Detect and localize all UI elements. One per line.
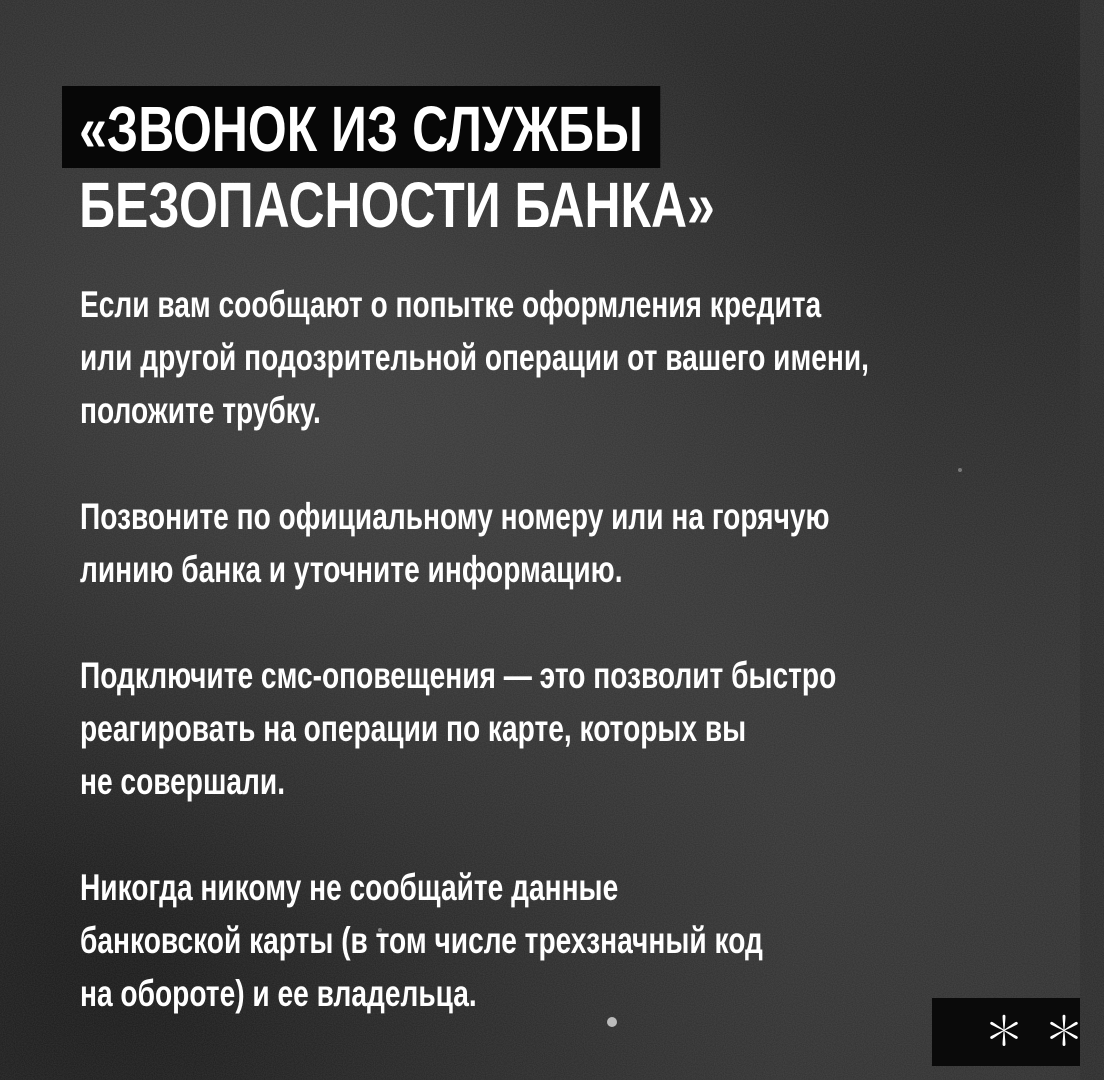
text-line: банковской карты (в том числе трехзначный код: [80, 920, 763, 961]
paragraph-call-bank: [80, 490, 954, 596]
text-line: не совершали.: [80, 761, 286, 802]
paragraph-hang-up: [80, 278, 954, 437]
advice-text: [80, 278, 954, 1073]
paragraph-card-data: [80, 861, 954, 1020]
text-line: Позвоните по официальному номеру или на горячую: [80, 496, 830, 537]
page-title: [62, 86, 899, 242]
text-line: на обороте) и ее владельца.: [80, 973, 477, 1014]
text-line: Если вам сообщают о попытке оформления кредита: [80, 284, 822, 325]
text-line: линию банка и уточните информацию.: [80, 549, 623, 590]
text-line: реагировать на операции по карте, которых вы: [80, 708, 747, 749]
text-line: или другой подозрительной операции от вашего имени,: [80, 337, 869, 378]
title-line-1: «ЗВОНОК ИЗ СЛУЖБЫ: [62, 86, 660, 168]
text-line: Подключите смс-оповещения — это позволит быстро: [80, 655, 837, 696]
text-line: Никогда никому не сообщайте данные: [80, 867, 619, 908]
title-line-2: БЕЗОПАСНОСТИ БАНКА»: [79, 169, 715, 241]
paragraph-sms-alerts: [80, 649, 954, 808]
text-line: положите трубку.: [80, 390, 321, 431]
asterisk-icon: ＊＊: [932, 998, 1080, 1066]
